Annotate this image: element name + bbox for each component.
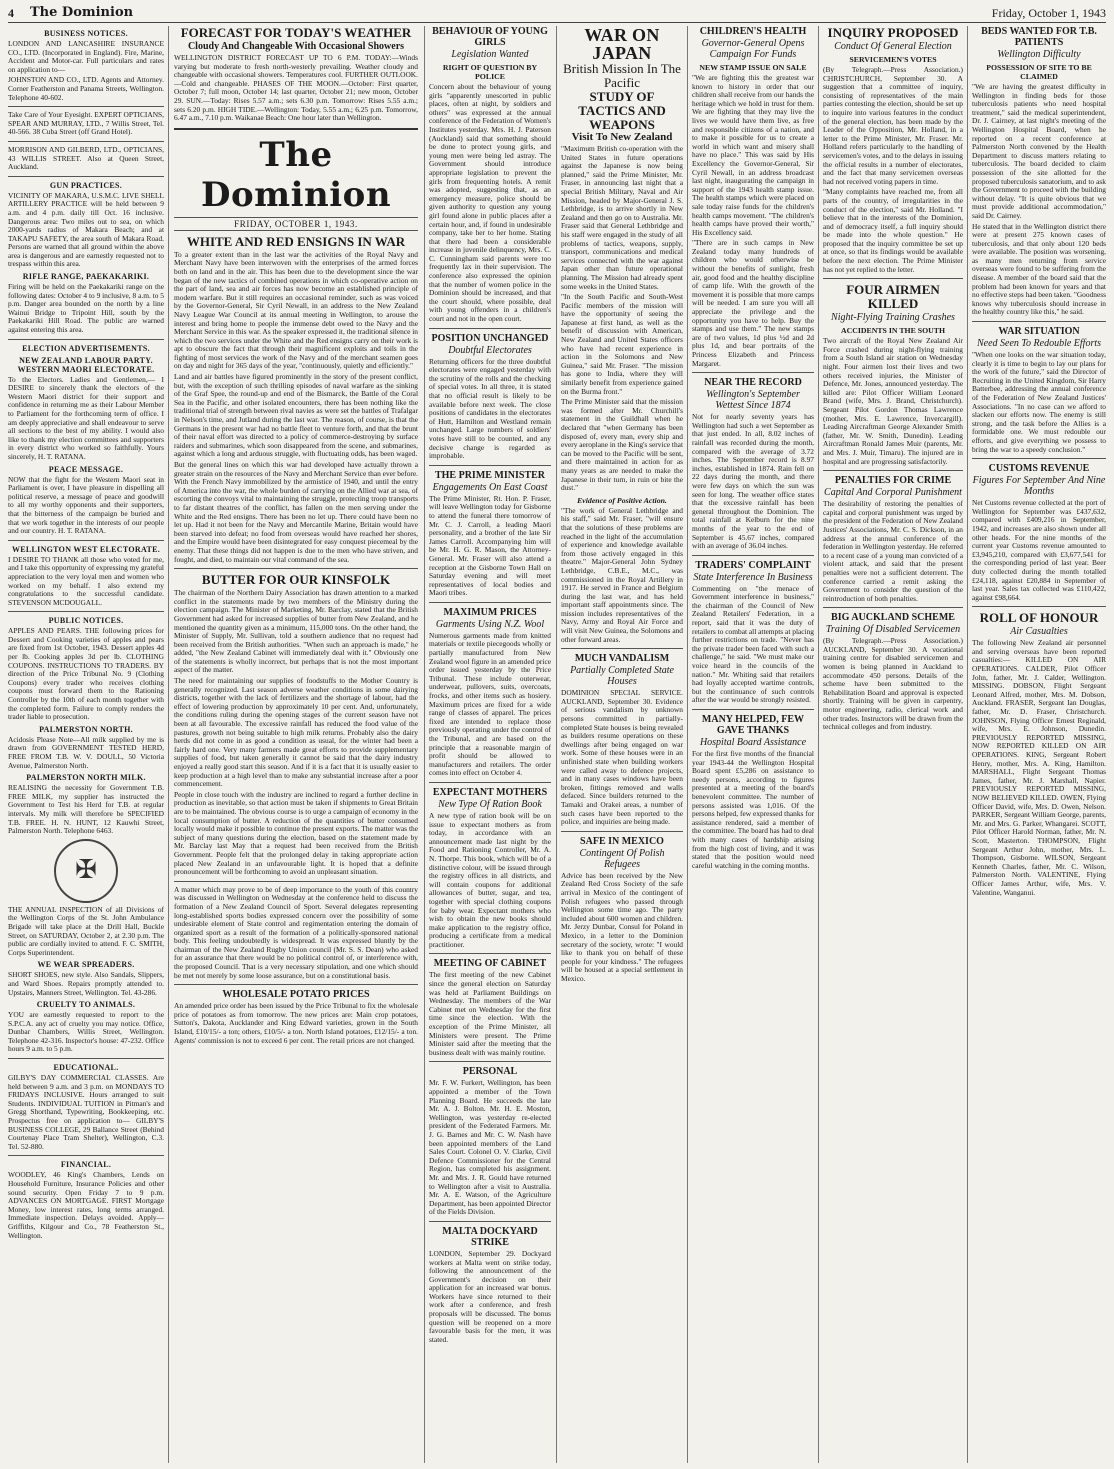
penalties-headline: PENALTIES FOR CRIME	[834, 475, 952, 487]
article-text: "There are in such camps in New Zealand today many hundreds of children who would otherwise be without the benefits of sunlight, fresh air, good food and the healthy discipline of camp life. With the growth of the movement it is possible that more camps will be needed. I am sure you will all appreciate the privilege and the opportunity you have to help. Buy the stamps and use them." The new stamps are of two values, 1d plus ½d and 2d plus 1d, and bear portraits of the Princess Elizabeth and Princess Margaret.	[692, 238, 814, 368]
war-japan-crosshead: Evidence of Positive Action.	[577, 495, 667, 505]
war-situation-subhead: Need Seen To Redouble Efforts	[976, 338, 1102, 350]
article-text: Commenting on "the menace of Government interference in business," the chairman of the Council of New Zealand Retailers' Federation, in a report, said that it was the duty of retailers to combat all attempts at placing further restrictions on trade. "Never has the private trader been faced with such a challenge," he said. "We must make our voice heard in the councils of the nation." Mr. Whiting said that retailers had loyally accepted wartime controls, but the continuance of such controls after the war would be strongly resisted.	[692, 583, 814, 705]
section-heading: RIFLE RANGE, PAEKAKARIKI.	[22, 272, 150, 282]
leader-paragraph: The chairman of the Northern Dairy Association has drawn attention to a marked conflict in the statements made by two members of the Ministry during the election campaign. The Minister of Marketing, Mr. Barclay, stated that the British Government had asked for increased supplies of butter from New Zealand, and he mentioned the quantity given as a minimum, 115,000 tons. On the other hand, the Minister of Supply, Mr. Sullivan, told a southern audience that no request had been received from the British authorities. "When such an approach is made," he added, "the New Zealand Cabinet will immediately deal with it." Obviously one of the statements is wholly incorrect, but perhaps that is not the most important aspect of the matter.	[174, 588, 418, 675]
notice: MORRISON AND GILBERD, LTD., OPTICIANS, 43 WILLIS STREET. Also at Queen Street, Auckland.	[8, 144, 164, 172]
butter-headline: BUTTER FOR OUR KINSFOLK	[201, 572, 391, 588]
malta-headline: MALTA DOCKYARD STRIKE	[442, 1225, 538, 1248]
column-rule	[168, 26, 169, 1463]
article-text: "We are fighting this the greatest war known to history in order that our children shall receive from our hands the heritage which we hold in trust for them. We are fighting that they may live the lives we would have them live, as free and responsible citizens of a nation, and to make it possible for us to create a world in which want and misery shall have no place." This was said by His Excellency the Governor-General, Sir Cyril Newall, in an address broadcast last night, inaugurating the campaign in support of the 1943 health stamp issue. The health stamps which were placed on sale today raise funds for the children's health camps movement. "The children's health camps have proved their worth," His Excellency said.	[692, 73, 814, 237]
mothers-headline: EXPECTANT MOTHERS	[432, 786, 548, 798]
article-text: The Prime Minister, Rt. Hon. P. Fraser, will leave Wellington today for Gisborne to attend the funeral there tomorrow of Mr. C. J. Carroll, a leading Maori personality, and a brother of the late Sir James Carroll. Accompanying him will be Mr. H. G. R. Mason, the Attorney-General. Mr. Fraser will also attend a reception at the Gisborne Town Hall on Saturday evening and will meet representatives of local bodies and Maori tribes.	[429, 493, 551, 598]
airmen-headline: FOUR AIRMEN KILLED	[846, 282, 940, 312]
article-text: "When one looks on the war situation today, clearly it is time to begin to lay our plans for the work of the future," said the Director of Recruiting in the United Kingdom, Sir Harry Batterbee, addressing the annual conference of the Federation of New Zealand Justices' Associations. "In no case can we afford to slacken our efforts now. The enemy is still strong, and the task before the Allies is a formidable one. We must redouble our efforts, and give everything we possess to bring the war to a speedy conclusion."	[972, 350, 1106, 454]
mexico-subhead: Contingent Of Polish Refugees	[579, 847, 665, 870]
notice: LONDON AND LANCASHIRE INSURANCE CO., LTD. (Incorporated in England). Fire, Marine, Accident and Motor-car. Full particulars and rates on application to—	[8, 39, 164, 74]
article-text: Not for nearly seventy years has Wellington had such a wet September as that just ended. In all, 8.02 inches of rainfall was recorded during the month, compared with the average of 3.72 inches. The September record is 8.97 inches, established in 1874. Rain fell on 22 days during the month, and there were few days on which the sun was seen for long. The weather office states that the excessive rainfall has been general throughout the Dominion. The total rainfall at Kelburn for the nine months of the year to the end of September is 45.67 inches, compared with an average of 36.04 inches.	[692, 412, 814, 551]
masthead-date: Friday, October 1, 1943	[991, 6, 1106, 20]
auckland-headline: BIG AUCKLAND SCHEME	[831, 612, 955, 624]
section-heading: EDUCATIONAL.	[53, 1063, 119, 1073]
section-heading: GUN PRACTICES.	[49, 180, 123, 190]
vandalism-subhead: Partially Completed State Houses	[570, 665, 674, 688]
article-text: Numerous garments made from knitted materials or textile piecegoods wholly or partially manufactured from New Zealand wool figure in an amended price order issued yesterday by the Price Tribunal. These include outerwear, underwear, pullovers, suits, overcoats, frocks, and other items such as hosiery. Maximum prices are fixed for a wide range of classes of apparel. The prices fixed are intended to replace those previously operating under the control of the Tribunal, and are based on the principle that a reasonable margin of profit should be allowed to manufacturers and retailers. The order comes into effect on October 4.	[429, 630, 551, 778]
column-rule	[424, 26, 425, 1463]
article-text: The desirability of restoring the penalties of capital and corporal punishment was urged by the president of the Federation of New Zealand Justices' Associations, Mr. C. S. Dickson, in an address at the annual conference of the federation in Wellington yesterday. He referred to a recent case of a young man convicted of a violent attack, and said that the present penalties were not a sufficient deterrent. The conference carried a remit asking the Government to consider the question of the reintroduction of both penalties.	[823, 499, 963, 603]
weather-subhead: Cloudy And Changeable With Occasional Showers	[187, 41, 405, 52]
customs-headline: CUSTOMS REVENUE	[988, 463, 1090, 475]
maxprices-headline: MAXIMUM PRICES	[443, 606, 537, 618]
traders-subhead: State Interference In Business	[693, 571, 813, 583]
article-text: The following New Zealand air personnel and serving overseas have been reported casualties:— KILLED ON AIR OPERATIONS. CALDER, Pilot Officer John, father, Mr. J. Calder, Wellington. MISSING. DOBSON, Flight Sergeant Leonard Alfred, mother, Mrs. M. Dobson, Auckland. FRASER, Sergeant Ian Douglas, father, Mr. D. Fraser, Christchurch. JOHNSON, Flying Officer Ernest Reginald, wife, Mrs. E. Johnson, Dunedin. PREVIOUSLY REPORTED MISSING, NOW REPORTED KILLED ON AIR OPERATIONS. KING, Sergeant Robert Henry, mother, Mrs. A. King, Hamilton. MARSHALL, Flight Sergeant Thomas James, father, Mr. J. Marshall, Napier. PREVIOUSLY REPORTED MISSING, NOW BELIEVED KILLED. OWEN, Flying Officer David, wife, Mrs. D. Owen, Nelson. PARKER, Sergeant William George, parents, Mr. and Mrs. G. Parker, Whangarei. SCOTT, Pilot Officer Harold Norman, father, Mr. N. Scott, Masterton. THOMPSON, Flight Sergeant Arthur John, mother, Mrs. L. Thompson, Gisborne. WILSON, Sergeant Kenneth Charles, father, Mr. C. Wilson, Palmerston North. VALENTINE, Flying Officer James Arthur, wife, Mrs. V. Valentine, Wanganui.	[972, 638, 1106, 897]
article-text: Concern about the behaviour of young girls "apparently unescorted in public places, often at night, by soldiers and others" was expressed at the annual conference of the Federation of Women's Institutes yesterday. Mrs. H. J. Paterson (Auckland) said that something should be done to protect young girls, and young men were being led astray. The Government should introduce appropriate legislation to prevent the girls from frequenting hotels. A remit was adopted, suggesting that, as an emergency measure, police should be given authority to question any young girl found alone in public places after a certain hour, and, if found in undesirable company, take her to her home. Stating that there had been a considerable increase in juvenile delinquency, Mrs. C. C. Cunningham said parents were too frequently lax in their supervision. The conference also expressed the opinion that the number of women police in the Dominion should be increased, and that the court should, where possible, deal with young offenders in a children's court and not in the open court.	[429, 82, 551, 324]
children-headline: CHILDREN'S HEALTH	[699, 26, 807, 37]
weather-headline: FORECAST FOR TODAY'S WEATHER	[180, 26, 412, 40]
leader-paragraph: The need for maintaining our supplies of foodstuffs to the Mother Country is generally recognized. Last season adverse weather conditions in some dairying districts, together with the lack of fertilizers and the shortage of labour, had the effect of lowering production by approximately 10 per cent. And, unfortunately, the conditions ruling during the opening stages of the current season have not been at all favourable. The excessive rainfall has reduced the food value of the pastures, growth not being suitable to high milk returns. Probably also the dairy herds did not come in as good a condition as usual, for the winter had been a fairly hard one. Very many farmers made great efforts to provide supplementary supplies of food, but taken generally it cannot be said that the dairy industry enjoyed a really good start this season. And if it is a fact that it is usually easier to keep production at a high level than to make any substantial increase after a poor commencement.	[174, 676, 418, 789]
behaviour-headline: BEHAVIOUR OF YOUNG GIRLS	[432, 26, 548, 48]
article-text: Advice has been received by the New Zealand Red Cross Society of the safe arrival in Mexico of the contingent of Polish refugees who passed through Wellington some time ago. The party included about 600 women and children. Mr. Jerzy Dunbar, Consul for Poland in Mexico, in a letter to the Dominion secretary of the society, wrote: "I would like to thank you on behalf of these people for your kindness." The refugees will be housed at a special settlement in Mexico.	[561, 870, 683, 983]
war-japan-headline: WAR ON JAPAN	[584, 26, 660, 63]
inquiry-headline: INQUIRY PROPOSED	[827, 26, 959, 40]
children-subhead: Governor-General Opens Campaign For Funds	[701, 38, 805, 60]
section-heading: PALMERSTON NORTH.	[39, 724, 133, 734]
inquiry-subhead2: SERVICEMEN'S VOTES	[849, 55, 937, 64]
article-text: Net Customs revenue collected at the port of Wellington for September was £437,632, compared with £409,216 in September, 1942, and increases are also shown under all other heads. For the nine months of the current year Customs revenue amounted to £3,945,210, compared with £3,677,541 for the corresponding period of last year. Beer duty collected during the month totalled £24,118, against £20,884 in September of last year. Sales tax collected was £110,422, against £98,664.	[972, 498, 1106, 602]
news-column-5	[561, 26, 683, 1463]
inquiry-subhead: Conduct Of General Election	[834, 41, 952, 52]
article-text: He stated that in the Wellington district there were at present 275 known cases of tuberculosis, and that only about 120 beds were available. The position was worsening, as many men returning from service overseas were found to be suffering from the disease. A member of the board said that the problem had been known for years and that no effective steps had been taken. "Goodness knows why tuberculosis should increase in the healthy country like this," he said.	[972, 221, 1106, 317]
notice: Firing will be held on the Paekakariki range on the following dates: October 4 to 9 inclusive, 8 a.m. to 5 p.m. Danger area bounded on the north by a line Wainui Bridge to Tripoint Hill, south by the Paekakariki Hill Road. The public are warned against entering this area.	[8, 282, 164, 335]
pm-headline: THE PRIME MINISTER	[434, 469, 545, 481]
editorial-dateline: FRIDAY, OCTOBER 1, 1943.	[174, 217, 418, 231]
article-text: "Many complaints have reached me, from all parts of the country, of irregularities in the conduct of the election," said Mr. Holland. "I believe that in the interests of the Dominion, and of democracy itself, a full inquiry should be made into the whole question." He proposed that the inquiry committee be set up at once, so that its findings would be available before the next election. The Prime Minister has not yet replied to the letter.	[823, 187, 963, 274]
war-situation-headline: WAR SITUATION	[998, 326, 1080, 338]
section-heading: FINANCIAL.	[60, 1160, 112, 1170]
notice: THE ANNUAL INSPECTION of all Divisions of the Wellington Corps of the St. John Ambulance Brigade will take place at the Drill Hall, Buckle Street, on SATURDAY, October 2, at 2.30 p.m. The public are cordially invited to attend. F. C. SMITH, Corps Superintendent.	[8, 904, 164, 957]
record-headline: NEAR THE RECORD	[704, 377, 802, 389]
mothers-subhead: New Type Of Ration Book	[438, 798, 542, 810]
leader-paragraph: Land and air battles have figured prominently in the story of the present conflict, but, with the exception of such thrilling episodes of naval warfare as the sinking of the Graf Spee, the round-up and end of the Bismarck, the Battle of the Coral Sea in the Pacific, and other isolated encounters, there has been nothing like the traditional trial of strength between rival navies as were set the battles of Trafalgar in Nelson's time, and Jutland during the last war. The reason, of course, is that the Germans in the present war had no battle fleet to venture forth, and that the brunt of their naval effort was directed to a policy of commerce-destroying by surface raiders and submarines, which soon disappeared from the scene, and submarines, against which a long and arduous struggle, with fluctuating odds, has been waged.	[174, 372, 418, 459]
section-heading: NEW ZEALAND LABOUR PARTY. WESTERN MAORI ELECTORATE.	[17, 355, 155, 374]
penalties-subhead: Capital And Corporal Punishment	[824, 487, 962, 499]
leader-headline: WHITE AND RED ENSIGNS IN WAR	[186, 233, 406, 249]
section-heading: PALMERSTON NORTH MILK.	[26, 773, 146, 783]
maxprices-subhead: Garments Using N.Z. Wool	[435, 618, 545, 630]
article-text: Two aircraft of the Royal New Zealand Air Force crashed during night-flying training from a South Island air station on Wednesday night. Four airmen lost their lives and two others received injuries, the Minister of Defence, Mr. Jones, announced yesterday. The killed are: Pilot Officer William Leonard Brand (wife, Mrs. J. Brand, Christchurch). Sergeant Pilot Gordon Thomas Lawrence (mother, Mrs. E. Lawrence, Invercargill). Leading Aircraftman George Alexander Smith (father, Mr. W. Smith, Dunedin). Leading Aircraftman Ronald James Muir (parents, Mr. and Mrs. J. Muir, Timaru). The injured are in hospital and are progressing satisfactorily.	[823, 336, 963, 466]
section-heading: PEACE MESSAGE.	[48, 464, 124, 474]
cabinet-headline: MEETING OF CABINET	[433, 958, 547, 970]
masthead-brand: The Dominion	[30, 5, 134, 20]
personal-headline: PERSONAL	[462, 1066, 518, 1078]
section-heading: BUSINESS NOTICES.	[44, 29, 128, 38]
section-heading: PUBLIC NOTICES.	[48, 616, 124, 626]
roll-of-honour-headline: ROLL OF HONOUR	[979, 610, 1099, 626]
article-text: Mr. F. W. Furkert, Wellington, has been appointed a member of the Town Planning Board. He succeeds the late Mr. A. J. Bolton. Mr. H. E. Moston, Wellington, was yesterday re-elected president of the Federated Farmers. Mr. J. G. Barnes and Mr. C. W. Nash have been appointed members of the Land Sales Court. Colonel O. V. Clarke, Civil Defence Commissioner for the Central Region, has completed his assignment. Mr. and Mrs. J. R. Gould have returned to Wellington after a visit to Australia. Mr. A. E. Watson, of the Agriculture Department, has been appointed Director of the Fields Division.	[429, 1078, 551, 1217]
potato-headline: WHOLESALE POTATO PRICES	[222, 989, 370, 1001]
notice: VICINITY OF MAKARA, U.S.M.C. LIVE SHELL ARTILLERY PRACTICE will be held between 9 a.m. and 4 p.m. daily till Oct. 16 inclusive. Dangerous area: Two miles out to sea, on which 2000-yards radius of Makara Beach; and at TAKAPU SAFETY, the area south of Makara Road. Persons are warned that all ground within the above area is dangerous and are earnestly requested not to trespass within this area.	[8, 190, 164, 269]
notice: APPLES AND PEARS. THE following prices for Dessert and Cooking varieties of apples and pears are fixed from 1st October, 1943. Dessert apples 4d per lb. Cooking apples 3d per lb. CLOTHING COUPONS. INSTRUCTIONS TO TRADERS. BY direction of the Price Tribunal No. 9 (Clothing Coupons) every trader who receives clothing coupons must forward them to the Rationing Controller by the 10th of each month together with the completed form. Failure to comply renders the trader liable to prosecution.	[8, 626, 164, 722]
section-heading: WELLINGTON WEST ELECTORATE.	[11, 544, 161, 554]
article-text: An amended price order has been issued by the Price Tribunal to fix the wholesale price of potatoes as from tomorrow. The new prices are: Main crop potatoes, Sutton's, Dakota, Aucklander and King Edward varieties, grown in the South Island, £10/15/- a ton; others, £10/5/- a ton. North Island potatoes, £12/15/- a ton. Agents' commission is not to exceed 6 per cent. The retail prices are not changed.	[174, 1001, 418, 1045]
news-column-8	[972, 26, 1106, 1463]
war-japan-subhead: British Mission In The Pacific	[563, 61, 681, 90]
article-text: "The work of General Lethbridge and his staff," said Mr. Fraser, "will ensure that the solutions of these problems are reached in the light of the accumulation of experience and knowledge available from those actively engaged in this theatre." Major-General John Sydney Lethbridge, C.B.E., M.C., was commissioned in the Royal Artillery in 1917. He served in France and Belgium during the last war, and has held important staff appointments since. The mission includes representatives of the Navy, Army and Royal Air Force and will visit New Guinea, the Solomons and other forward areas.	[561, 505, 683, 644]
pm-subhead: Engagements On East Coast	[432, 481, 548, 493]
article-text: "In the South Pacific and South-West Pacific members of the mission will have the opportunity of seeing the Japanese at first hand, as well as the benefit of discussion with American, New Zealand and United States officers who have had recent experience in action in the Solomons and New Guinea," said Mr. Fraser. "The mission has gone to India, where they will similarly benefit from experience gained on the Burma front."	[561, 292, 683, 396]
article-text: The Prime Minister said that the mission was formed after Mr. Churchill's statement in the Guildhall when he declared that "when Germany has been disposed of, every man, every ship and every aeroplane in the King's service that can be moved to the Pacific will be sent, and there maintained in action for as many years as are needed to make the Japanese in their turn, in ruin or bite the dust."	[561, 397, 683, 493]
traders-headline: TRADERS' COMPLAINT	[695, 559, 811, 571]
roll-of-honour-subhead: Air Casualties	[1010, 626, 1068, 638]
notice: REALISING the necessity for Government T.B. FREE MILK, my supplier has instructed the Government to Test his Herd for T.B. at regular intervals. My milk will therefore be SPECIFIED T.B. FREE. H. N. HUNT, 12 Kauwhi Street, Palmerston North. Telephone 6463.	[8, 783, 164, 836]
article-text: (By Telegraph.—Press Association.) CHRISTCHURCH, September 30. A suggestion that a committee of inquiry, consisting of representatives of the main parties contesting the election, should be set up to inquire into various features in the conduct of the general election, has been made by the Leader of the Opposition, Mr. Holland, in a letter to the Prime Minister, Mr. Fraser. Mr. Holland refers particularly to the handling of servicemen's votes, and to the delays in issuing the official results in a number of electorates, and the fact that many servicemen overseas had not received voting papers in time.	[823, 65, 963, 186]
gave-thanks-headline: MANY HELPED, FEW GAVE THANKS	[701, 714, 805, 736]
behaviour-subhead: Legislation Wanted	[451, 49, 529, 60]
position-headline: POSITION UNCHANGED	[431, 332, 549, 344]
news-column-7	[823, 26, 963, 1463]
notice: To the Electors. Ladies and Gentlemen,— I DESIRE to sincerely thank the electors of the Western Maori district for their support and confidence in returning me as their Labour Member to Parliament for the forthcoming term of office. I am deeply appreciative and shall endeavour to serve all sections to the best of my ability. I would also like to thank my election committees and supporters in every district who worked so faithfully. Yours sincerely, H. T. RATANA.	[8, 374, 164, 461]
notice: NOW that the fight for the Western Maori seat in Parliament is over, I have pleasure in dispelling all political reserve, a message of peace and goodwill to all my worthy opponents and their supporters, that the bitterness of the campaign be buried and that we work together in the interests of our people and our country. H. T. RATANA.	[8, 474, 164, 536]
notice: GILBY'S DAY COMMERCIAL CLASSES. Are held between 9 a.m. and 3 p.m. on MONDAYS TO FRIDAYS INCLUSIVE. Hours arranged to suit Students. INDIVIDUAL TUITION in Pitman's and Gregg Shorthand, Typewriting, Bookkeeping, etc. Prospectus free on application to— GILBY'S BUSINESS COLLEGE, 29 Ballance Street (Behind Courtenay Place Tram Shelter), Wellington, C.3. Tel. 52-880.	[8, 1073, 164, 1151]
section-heading: ELECTION ADVERTISEMENTS.	[22, 343, 150, 353]
war-japan-subhead3: Visit To New Zealand	[571, 131, 673, 143]
column-rule	[967, 26, 968, 1463]
article-text: (By Telegraph.—Press Association.) AUCKLAND, September 30. A vocational training centre for disabled servicemen and women is being planned in Auckland to accommodate 450 persons. Details of the scheme have been submitted to the Rehabilitation Board and approval is expected shortly. Training will be given in carpentry, motor engineering, radio, clerical work and other trades. Instructors will be drawn from the technical colleges and from industry.	[823, 636, 963, 732]
behaviour-subhead2: RIGHT OF QUESTION BY POLICE	[442, 63, 538, 81]
article-text: A new type of ration book will be on issue to expectant mothers as from today, in accordance with an announcement made last night by the Food and Rationing Controller, Mr. A. N. Thorpe. This book, which will be of a distinctive colour, will be issued through the registry offices in all districts, and will contain coupons for additional allowances of butter, sugar, and tea, together with special clothing coupons for baby wear. Expectant mothers who wish to obtain the new books should make application to the registry office, producing a certificate from a medical practitioner.	[429, 810, 551, 949]
news-column-6	[692, 26, 814, 1463]
notice: YOU are earnestly requested to report to the S.P.C.A. any act of cruelty you may notice. Office, Dunbar Chambers, Willis Street, Wellington. Telephone 42-316. Inspector's house: 47-232. Office hours 9 a.m. to 5 p.m.	[8, 1010, 164, 1054]
leader-paragraph: But the general lines on which this war had developed have actually thrown a greater strain on the resources of the Navy and Merchant Service than ever before. With the French Navy immobilized by the armistice of 1940, and until the entry of America into the war, the whole burden of carrying on the Allied war at sea, of escorting the convoys vital to maintaining the struggle, protecting troop transports to far distant theatres of the conflict, has fallen on the men serving under the White and the Red ensigns. There has been no let up. There could have been no let up. Had it not been for the Navy and Mercantile Marine, Britain would have been starved into defeat; no food from overseas would have reached her shores, and the Empire would have been disintegrated for easy conquest piecemeal by the enemy. That these things did not happen is due to the men who have striven, and fought, and died, to maintain our vital command of the sea.	[174, 460, 418, 564]
section-heading: CRUELTY TO ANIMALS.	[36, 1000, 136, 1010]
record-subhead: Wellington's September Wettest Since 1874	[706, 389, 800, 412]
section-heading: WE WEAR SPREADERS.	[37, 960, 135, 970]
news-column-4	[429, 26, 551, 1463]
article-text: DOMINION SPECIAL SERVICE. AUCKLAND, September 30. Evidence of serious vandalism by unknown persons committed in partially-completed State houses is being revealed as builders resume operations on these dwellings after being engaged on war work. Some of these houses were in an unfinished state when building workers were called away to defence projects, and in many cases windows have been broken, fittings removed and walls defaced. Since builders returned to the Tamaki and Orakei areas, a number of such cases have been reported to the police, and inquiries are being made.	[561, 688, 683, 827]
dominion-nameplate: The Dominion	[200, 134, 392, 215]
business-notices-column	[8, 26, 164, 1463]
customs-subhead: Figures For September And Nine Months	[972, 475, 1106, 498]
column-rule	[818, 26, 819, 1463]
leader-paragraph: A matter which may prove to be of deep importance to the youth of this country was discussed in Wellington on Wednesday at the conference held to discuss the formation of a New Zealand Council of Sport. Several delegates representing long-established sports bodies expressed concern over the possibility of some undesirable element of State control and regimentation entering the domain of organized sport as a result of the formation of a politically-sponsored national body. This feeling undoubtedly is widespread. It was expressed bluntly by the chairman of the New Zealand Rugby Union council (Mr. S. S. Dean) who asked for an assurance that there would be no political control of, or interference with, the proposed Council. That is a very necessary stipulation, and one which should be met not merely by some loose assurance, but on a constitutional basis.	[174, 884, 418, 980]
position-subhead: Doubtful Electorates	[448, 344, 532, 356]
column-rule	[556, 26, 557, 1463]
notice: Acidosis Please Note—All milk supplied by me is drawn from GOVERNMENT TESTED HERD, FREE FROM T.B. W. V. DOULL, 50 Victoria Avenue, Palmerston North.	[8, 734, 164, 770]
notice: I DESIRE TO THANK all those who voted for me, and I take this opportunity of expressing my grateful appreciation to the very loyal men and women who worked on my behalf. I also extend my congratulations to the successful candidate. STEVENSON MCDOUGALL.	[8, 554, 164, 607]
article-text: The first meeting of the new Cabinet since the general election on Saturday was held at Parliament Buildings on Wednesday. The members of the War Cabinet met on Wednesday for the first time since the election. With the exception of the Prime Minister, all Ministers were present. The Prime Minister said after the meeting that the business dealt with was mainly routine.	[429, 970, 551, 1057]
leader-paragraph: People in close touch with the industry are inclined to regard a further decline in production as inevitable, so that action must be taken if shipments to Great Britain are to be maintained. The obvious course is to urge a campaign of economy in the local consumption of butter. A reduction of the quantities of butter consumed locally would make it possible to continue the present exports. The matter was the subject of many questions during the election, based on the statement made by Mr. Barclay last May that a request had been received from the British Government. People felt that the prolonged delay in taking appropriate action placed New Zealand in an unfavourable light. It is hoped that a definite pronouncement will be forthcoming to avoid an unpleasant situation.	[174, 789, 418, 877]
weather-text: WELLINGTON DISTRICT FORECAST UP TO 6 P.M. TODAY:—Winds varying but moderate to fresh north-westerly prevailing. Weather cloudy and changeable with occasional showers. Temperatures cool. FURTHER OUTLOOK.—Cold and changeable. PHASES OF THE MOON.—October: First quarter, October 7; full moon, October 14; last quarter, October 21; new moon, October 29. SUN.—Today: Rises 5.57 a.m.; sets 6.30 p.m. Tomorrow: Rises 5.55 a.m.; sets 6.20 p.m. HIGH TIDE.—Wellington: Today, 5.55 a.m.; 6.25 p.m. Tomorrow, 6.47 a.m., 7.10 p.m. Waikanae Beach: One hour later than Wellington.	[174, 53, 418, 123]
airmen-subhead: Night-Flying Training Crashes	[831, 312, 955, 324]
vandalism-headline: MUCH VANDALISM	[574, 653, 670, 665]
st-john-crest-icon	[54, 839, 118, 903]
article-text: "Maximum British co-operation with the United States in future operations against the Japanese is now being planned," said the Prime Minister, Mr. Fraser, in announcing last night that a special British Military, Naval and Air Mission, headed by Major-General J. S. Lethbridge, is to arrive shortly in New Zealand and then go on to Australia. Mr. Fraser said that General Lethbridge and his staff were engaged in the study of all problems of tactics, weapons, supply, transport, communications and medical services connected with the war against Japan other than future operational planning. The Mission had already spent some weeks in the United States.	[561, 144, 683, 291]
children-subhead2: NEW STAMP ISSUE ON SALE	[699, 63, 807, 72]
beds-subhead2: POSSESSION OF SITE TO BE CLAIMED	[986, 63, 1092, 81]
notice: Take Care of Your Eyesight. EXPERT OPTICIANS, SPEAR AND MURRAY, LTD., 7 Willis Street, Tel. 40-566. 38 Cuba Street (off Grand Hotel).	[8, 110, 164, 137]
editorial-column	[174, 26, 418, 1463]
article-text: LONDON, September 29. Dockyard workers at Malta went on strike today, following the announcement of the Government's decision on their application for an increased war bonus. Workers have since returned to their work after a conference, and fresh proposals will be discussed. The bonus question will be reopened on a more favourable basis for the men, it was stated.	[429, 1248, 551, 1344]
article-text: "We are having the greatest difficulty in Wellington in finding beds for those tuberculosis patients who need hospital treatment," said the medical superintendent, Dr. J. Cairney, at last night's meeting of the Wellington Hospital Board, when he reported on a recent conference at Palmerston North convened by the Health Department to discuss matters relating to tuberculosis. The board decided to claim possession of the site allotted for the proposed tuberculosis sanatorium, and to ask the Government to proceed with the building without delay. "It is quite obvious that we must provide additional accommodation," said Dr. Cairney.	[972, 82, 1106, 220]
masthead	[8, 6, 1106, 23]
war-japan-subhead2: STUDY OF TACTICS AND WEAPONS	[578, 89, 666, 132]
mexico-headline: SAFE IN MEXICO	[580, 835, 664, 847]
auckland-subhead: Training Of Disabled Servicemen	[825, 624, 961, 636]
column-rule	[687, 26, 688, 1463]
page-number: 4	[8, 6, 14, 20]
notice: SHORT SHOES, new style. Also Sandals, Slippers, and Ward Shoes. Repairs promptly attended to. Upstairs, Manners Street, Wellington. Tel. 43-286.	[8, 970, 164, 997]
notice: JOHNSTON AND CO., LTD. Agents and Attorney. Corner Featherston and Panama Streets, Wellington. Telephone 40-602.	[8, 75, 164, 102]
notice: WOODLEY, 46 King's Chambers, Lends on Household Furniture, Insurance Policies and other sound security. Open Friday 7 to 9 p.m. ADVANCES ON MORTGAGE. FIRST Mortgage Money, low interest rates, long terms arranged. Immediate inspection. Delays avoided. Apply—Griffiths, Kilgour and Co., 78 Featherston St., Wellington.	[8, 1170, 164, 1240]
article-text: Returning officers for the three doubtful electorates were engaged yesterday with the scrutiny of the rolls and the checking of special votes. In all three, it is stated that no official result is likely to be available before next week. The close positions of candidates in the electorates of Hutt, Hamilton and Westland remain unchanged. Large numbers of soldiers' votes have still to be counted, and any decisive change is regarded as improbable.	[429, 356, 551, 461]
leader-paragraph: To a greater extent than in the last war the activities of the Royal Navy and Merchant Navy have been interwoven with the enterprises of the armed forces both on land and in the air. This has been due to the development since the war began of the new tactics of combined operations in which co-operative action on the part of land, sea and air forces has now become an established principle of modern warfare. But it still requires an occasional reminder, such as was voiced by the Governor-General, Sir Cyril Newall, in an address to the New Zealand Navy League War Council at its annual meeting in Wellington, to arouse the interest and bring home to people the immense debt owed to the Navy and the Merchant Service in this war. As the speaker expressed it, the traditional silence in which the two services under the White and the Red ensigns carry on their work is apt to obscure the fact that through their magnificent exploits and toils in the fighting of most services the work of the Navy and of the merchant seamen goes on day and night for 365 days of the year, "continuously, quietly and efficiently."	[174, 249, 418, 371]
gave-thanks-subhead: Hospital Board Assistance	[699, 737, 807, 748]
article-text: For the first five months of the financial year 1943-44 the Wellington Hospital Board spent £5,286 on assistance to needy persons, according to figures presented at a meeting of the board's benevolent committee. The number of persons assisted was 1,016. Of the persons helped, few expressed thanks for assistance rendered, said a member of the committee. The board has had to deal with many cases of hardship arising from the high cost of living, and it was stated that the position would need careful watching in the coming months.	[692, 749, 814, 870]
beds-headline: BEDS WANTED FOR T.B. PATIENTS	[981, 26, 1097, 48]
airmen-subhead2: ACCIDENTS IN THE SOUTH	[840, 326, 946, 336]
beds-subhead: Wellington Difficulty	[997, 49, 1081, 60]
